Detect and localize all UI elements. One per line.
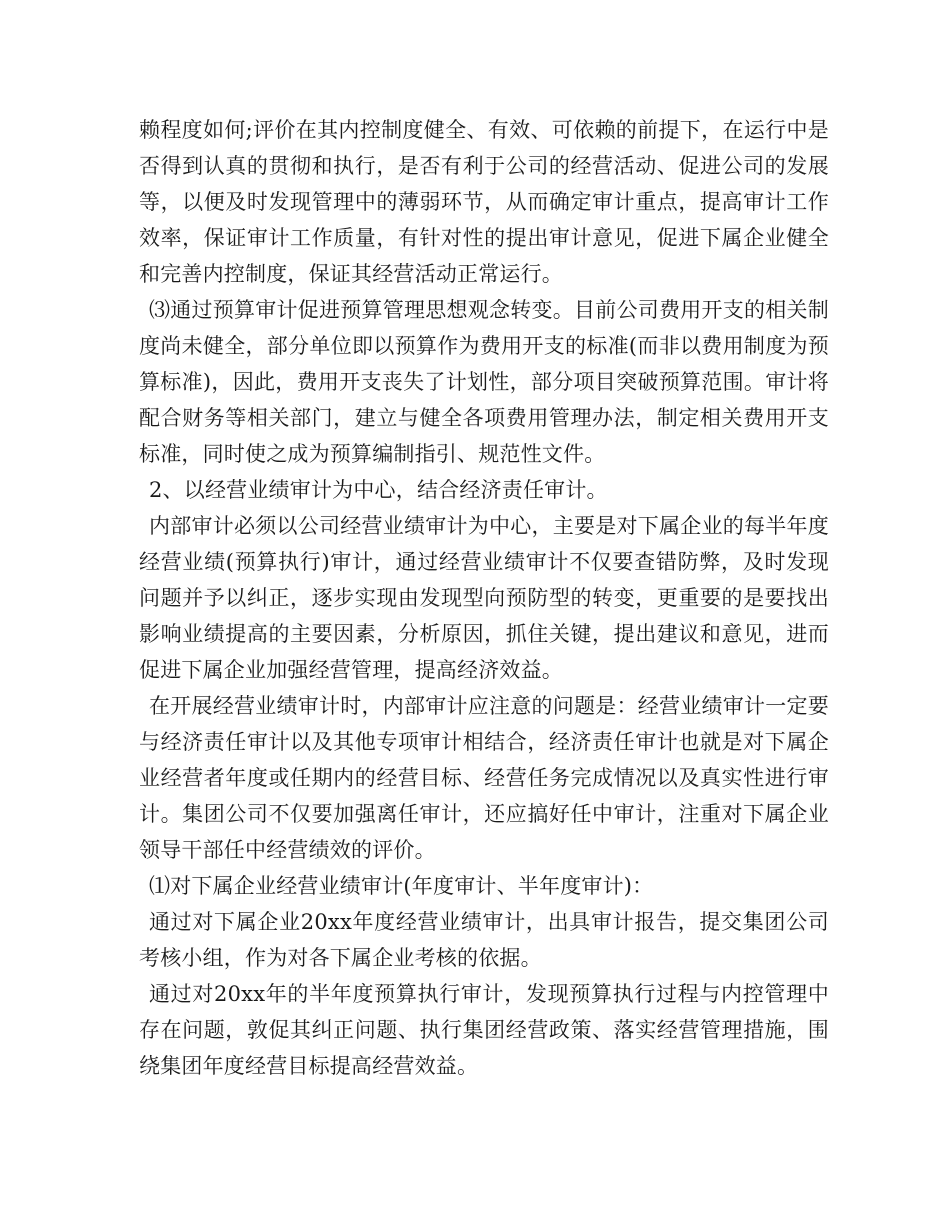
paragraph-performance-audit-center: 内部审计必须以公司经营业绩审计为中心，主要是对下属企业的每半年度经营业绩(预算执行)审计，通过经营业绩审计不仅要查错防弊，及时发现问题并予以纠正，逐步实现由发现型向预防型的转变，更重要的是要找出影响业绩提高的主要因素，分析原因，抓住关键，提出建议和意见，进而促进下属企业加强经营管理，提高经济效益。	[139, 514, 829, 682]
subheading-subsidiary-performance-audit: ⑴对下属企业经营业绩审计(年度审计、半年度审计)：	[149, 874, 654, 898]
document-body	[139, 112, 829, 1084]
paragraph-performance-audit-notes: 在开展经营业绩审计时，内部审计应注意的问题是：经营业绩审计一定要与经济责任审计以及其他专项审计相结合，经济责任审计也就是对下属企业经营者年度或任期内的经营目标、经营任务完成情况以及真实性进行审计。集团公司不仅要加强离任审计，还应搞好任中审计，注重对下属企业领导干部任中经营绩效的评价。	[139, 694, 829, 862]
paragraph-budget-audit: ⑶通过预算审计促进预算管理思想观念转变。目前公司费用开支的相关制度尚未健全，部分单位即以预算作为费用开支的标准(而非以费用制度为预算标准)，因此，费用开支丧失了计划性，部分项目突破预算范围。审计将配合财务等相关部门，建立与健全各项费用管理办法，制定相关费用开支标准，同时使之成为预算编制指引、规范性文件。	[139, 298, 829, 466]
paragraph-annual-audit: 通过对下属企业20xx年度经营业绩审计，出具审计报告，提交集团公司考核小组，作为对各下属企业考核的依据。	[139, 910, 829, 970]
paragraph-half-year-audit: 通过对20xx年的半年度预算执行审计，发现预算执行过程与内控管理中存在问题，敦促其纠正问题、执行集团经营政策、落实经营管理措施，围绕集团年度经营目标提高经营效益。	[139, 982, 829, 1078]
section-heading-performance-audit: 2、以经营业绩审计为中心，结合经济责任审计。	[149, 478, 608, 502]
paragraph-internal-control-evaluation: 赖程度如何;评价在其内控制度健全、有效、可依赖的前提下，在运行中是否得到认真的贯彻和执行，是否有利于公司的经营活动、促进公司的发展等，以便及时发现管理中的薄弱环节，从而确定审计重点，提高审计工作效率，保证审计工作质量，有针对性的提出审计意见，促进下属企业健全和完善内控制度，保证其经营活动正常运行。	[139, 118, 829, 286]
